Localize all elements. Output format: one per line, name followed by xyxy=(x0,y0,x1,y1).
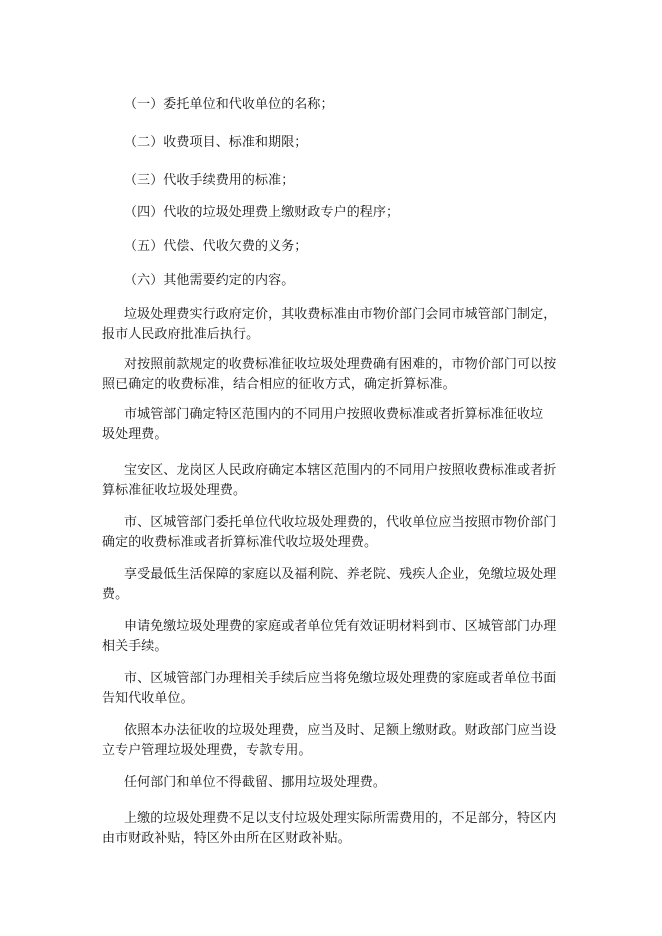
paragraph-line: 垃圾处理费实行政府定价，其收费标准由市物价部门会同市城管部门制定， xyxy=(124,307,557,322)
paragraph-line: 上缴的垃圾处理费不足以支付垃圾处理实际所需费用的，不足部分，特区内 xyxy=(124,811,557,826)
paragraph-line: 确定的收费标准或者折算标准代收垃圾处理费。 xyxy=(102,535,378,550)
paragraph-line: 市、区城管部门委托单位代收垃圾处理费的，代收单位应当按照市物价部门 xyxy=(124,515,557,530)
paragraph-line: 由市财政补贴，特区外由所在区财政补贴。 xyxy=(102,831,351,846)
paragraph-line: 对按照前款规定的收费标准征收垃圾处理费确有困难的，市物价部门可以按 xyxy=(124,357,557,372)
paragraph-line: 相关手续。 xyxy=(102,639,168,654)
paragraph-line: 圾处理费。 xyxy=(102,427,168,442)
paragraph-line: 立专户管理垃圾处理费，专款专用。 xyxy=(102,743,312,758)
list-item: （一）委托单位和代收单位的名称； xyxy=(124,97,334,112)
paragraph-line: 宝安区、龙岗区人民政府确定本辖区范围内的不同用户按照收费标准或者折 xyxy=(124,463,557,478)
paragraph-line: 告知代收单位。 xyxy=(102,691,194,706)
paragraph-line: 市、区城管部门办理相关手续后应当将免缴垃圾处理费的家庭或者单位书面 xyxy=(124,671,557,686)
paragraph-line: 算标准征收垃圾处理费。 xyxy=(102,483,247,498)
list-item: （五）代偿、代收欠费的义务； xyxy=(124,239,308,254)
list-item: （二）收费项目、标准和期限； xyxy=(124,135,308,150)
paragraph-line: 费。 xyxy=(102,587,129,602)
list-item: （六）其他需要约定的内容。 xyxy=(124,273,295,288)
paragraph-line: 申请免缴垃圾处理费的家庭或者单位凭有效证明材料到市、区城管部门办理 xyxy=(124,619,557,634)
paragraph-line: 报市人民政府批准后执行。 xyxy=(102,327,260,342)
paragraph-line: 享受最低生活保障的家庭以及福利院、养老院、残疾人企业，免缴垃圾处理 xyxy=(124,567,557,582)
paragraph-line: 市城管部门确定特区范围内的不同用户按照收费标准或者折算标准征收垃 xyxy=(124,407,544,422)
paragraph-line: 任何部门和单位不得截留、挪用垃圾处理费。 xyxy=(124,775,387,790)
paragraph-line: 照已确定的收费标准，结合相应的征收方式，确定折算标准。 xyxy=(102,377,456,392)
paragraph-line: 依照本办法征收的垃圾处理费，应当及时、足额上缴财政。财政部门应当设 xyxy=(124,723,557,738)
list-item: （三）代收手续费用的标准； xyxy=(124,173,295,188)
list-item: （四）代收的垃圾处理费上缴财政专户的程序； xyxy=(124,205,400,220)
